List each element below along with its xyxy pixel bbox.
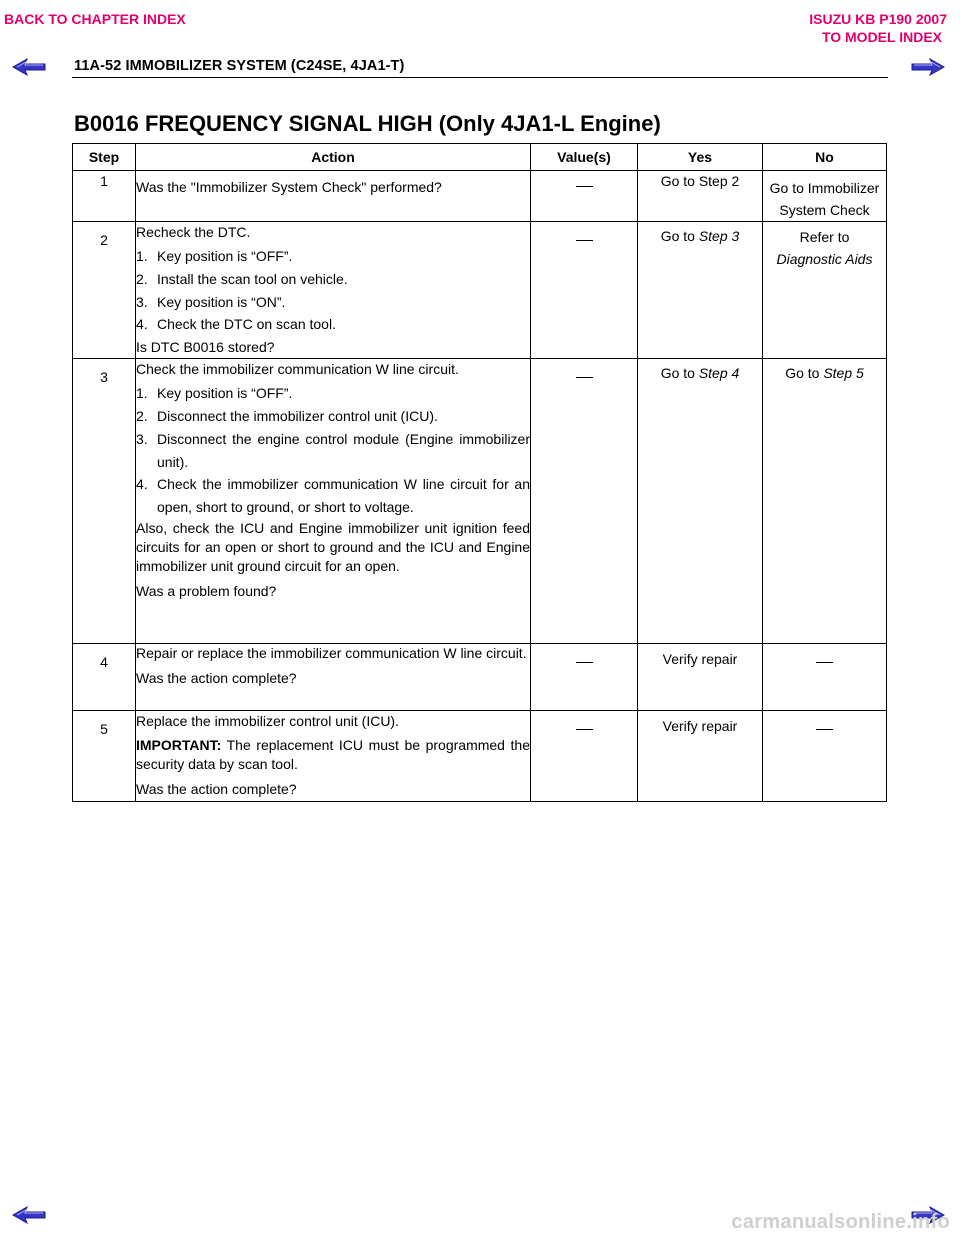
action-cell	[136, 644, 531, 711]
list-item-text: Disconnect the engine control module (Engine immobilizer unit).	[157, 430, 530, 470]
yes-step-ref: Step 4	[698, 365, 740, 382]
yes-cell	[638, 359, 763, 644]
previous-page-arrow-icon[interactable]	[11, 57, 47, 77]
list-item	[136, 428, 530, 474]
action-intro: Check the immobilizer communication W line circuit.	[136, 361, 459, 378]
yes-text: Go to	[660, 365, 699, 382]
no-cell	[763, 644, 887, 711]
list-item	[136, 313, 530, 336]
action-question: Was the "Immobilizer System Check" performed?	[136, 179, 442, 195]
list-item	[136, 473, 530, 519]
yes-cell	[638, 222, 763, 359]
values-cell	[531, 222, 638, 359]
dash-mark	[816, 662, 833, 663]
list-item-text: Disconnect the immobilizer control unit (ICU).	[157, 407, 438, 424]
action-steps-list	[136, 245, 530, 336]
action-important-note	[136, 736, 530, 774]
action-intro: Recheck the DTC.	[136, 224, 251, 240]
dash-mark	[576, 186, 593, 187]
list-item-text: Check the DTC on scan tool.	[157, 316, 336, 333]
action-cell	[136, 222, 531, 359]
no-text-line1: Refer to	[799, 229, 850, 245]
next-page-arrow-icon[interactable]	[910, 57, 946, 77]
list-item	[136, 405, 530, 428]
list-item-text: Install the scan tool on vehicle.	[157, 270, 348, 287]
yes-text: Verify repair	[662, 651, 738, 668]
yes-step-ref: Step 3	[698, 228, 740, 244]
table-row	[73, 171, 887, 222]
dash-mark	[576, 240, 593, 241]
action-question: Was the action complete?	[136, 670, 297, 687]
table-header-row	[73, 144, 887, 171]
list-item-number: 3.	[136, 430, 148, 447]
step-number: 3	[73, 359, 136, 644]
list-item-number: 2.	[136, 407, 148, 424]
header-yes: Yes	[638, 144, 763, 171]
dash-mark	[576, 729, 593, 730]
list-item-text: Key position is “OFF”.	[157, 248, 293, 264]
list-item	[136, 291, 530, 314]
yes-cell	[638, 644, 763, 711]
no-text-line1: Go to Immobilizer	[769, 180, 880, 196]
model-title-link[interactable]: ISUZU KB P190 2007	[809, 11, 947, 27]
step-number: 2	[73, 222, 136, 359]
back-to-chapter-index-link[interactable]: BACK TO CHAPTER INDEX	[4, 11, 186, 27]
list-item-number: 4.	[136, 316, 148, 333]
step-number: 4	[73, 644, 136, 711]
list-item-number: 4.	[136, 476, 148, 493]
action-cell	[136, 711, 531, 802]
no-cell	[763, 359, 887, 644]
yes-text: Verify repair	[662, 718, 738, 735]
previous-page-arrow-icon[interactable]	[11, 1205, 47, 1225]
page-header-title: 11A-52 IMMOBILIZER SYSTEM (C24SE, 4JA1-T)	[74, 58, 405, 74]
list-item-text: Key position is “ON”.	[157, 293, 286, 310]
no-step-ref: Step 5	[823, 365, 864, 382]
no-cell	[763, 711, 887, 802]
step-number: 1	[73, 171, 136, 222]
important-label: IMPORTANT:	[136, 737, 222, 754]
values-cell	[531, 711, 638, 802]
yes-text: Go to Step 2	[660, 173, 740, 189]
table-row	[73, 359, 887, 644]
header-values: Value(s)	[531, 144, 638, 171]
header-action: Action	[136, 144, 531, 171]
list-item	[136, 268, 530, 291]
values-cell	[531, 359, 638, 644]
action-cell	[136, 359, 531, 644]
no-cell	[763, 222, 887, 359]
no-cell	[763, 171, 887, 222]
important-text: The replacement ICU must be programmed the security data by scan tool.	[136, 737, 530, 773]
yes-text: Go to	[660, 228, 699, 244]
yes-cell	[638, 711, 763, 802]
table-row	[73, 222, 887, 359]
values-cell	[531, 644, 638, 711]
no-text-line2: Diagnostic Aids	[776, 251, 873, 267]
header-divider	[72, 77, 888, 78]
list-item-number: 1.	[136, 248, 148, 264]
table-row	[73, 644, 887, 711]
section-title: B0016 FREQUENCY SIGNAL HIGH (Only 4JA1-L Engine)	[74, 111, 661, 136]
list-item	[136, 382, 530, 405]
action-question: Was a problem found?	[136, 582, 277, 599]
header-no: No	[763, 144, 887, 171]
action-cell	[136, 171, 531, 222]
action-steps-list	[136, 382, 530, 519]
no-text: Go to	[785, 365, 824, 382]
list-item	[136, 245, 530, 268]
no-text-line2: System Check	[779, 202, 870, 218]
values-cell	[531, 171, 638, 222]
dash-mark	[576, 377, 593, 378]
dash-mark	[816, 729, 833, 730]
list-item-text: Key position is “OFF”.	[157, 385, 293, 402]
action-note: Also, check the ICU and Engine immobilizer unit ignition feed circuits for an open or short to ground and the ICU and Engine immobilizer unit ground circuit for an open.	[136, 519, 530, 574]
dash-mark	[576, 662, 593, 663]
yes-cell	[638, 171, 763, 222]
list-item-number: 1.	[136, 385, 148, 402]
list-item-number: 3.	[136, 293, 148, 310]
list-item-text: Check the immobilizer communication W line circuit for an open, short to ground, or short to voltage.	[157, 476, 530, 516]
step-number: 5	[73, 711, 136, 802]
table-row	[73, 711, 887, 802]
diagnostic-table	[72, 143, 887, 802]
action-intro: Replace the immobilizer control unit (ICU).	[136, 713, 399, 730]
action-intro: Repair or replace the immobilizer communication W line circuit.	[136, 645, 527, 662]
action-question: Is DTC B0016 stored?	[136, 339, 275, 356]
list-item-number: 2.	[136, 270, 148, 287]
header-step: Step	[73, 144, 136, 171]
to-model-index-link[interactable]: TO MODEL INDEX	[821, 29, 942, 45]
watermark: carmanualsonline.info	[731, 1211, 950, 1233]
action-question: Was the action complete?	[136, 781, 297, 798]
